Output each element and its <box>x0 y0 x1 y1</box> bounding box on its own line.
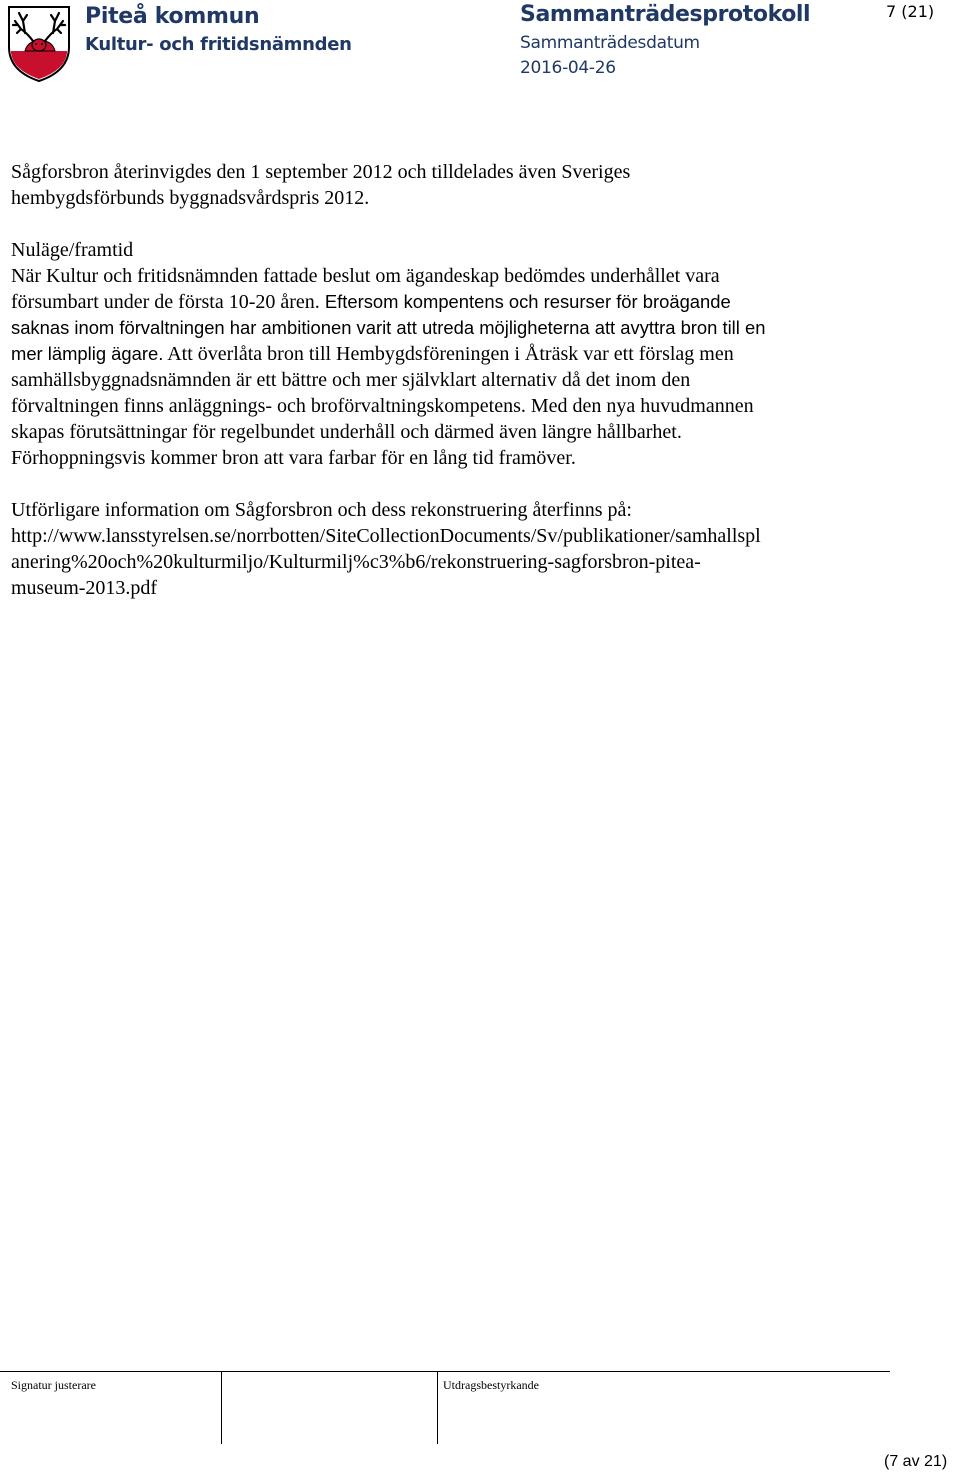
paragraph-more-information <box>11 497 911 601</box>
text-line: samhällsbyggnadsnämnden är ett bättre och mer självklart alternativ då det inom den <box>11 369 691 391</box>
signature-label: Signatur justerare <box>11 1378 96 1392</box>
pitea-coat-of-arms-icon <box>5 3 73 83</box>
text-line <box>11 289 911 315</box>
text-segment: mer lämplig ägare. <box>11 343 164 364</box>
paragraph-current-status <box>11 237 911 471</box>
document-body <box>11 159 911 627</box>
paragraph-inauguration <box>11 159 911 211</box>
text-line: saknas inom förvaltningen har ambitionen varit att utreda möjligheterna att avyttra bron till en <box>11 317 766 338</box>
footer-divider <box>437 1371 438 1444</box>
meeting-date-label: Sammanträdesdatum <box>520 33 700 53</box>
text-line: förvaltningen finns anläggnings- och broförvaltningskompetens. Med den nya huvudmannen <box>11 395 754 417</box>
reference-url-line: anering%20och%20kulturmiljo/Kulturmilj%c3%b6/rekonstruering-sagforsbron-pitea- <box>11 551 701 573</box>
text-line: skapas förutsättningar för regelbundet underhåll och därmed även längre hållbarhet. <box>11 421 682 443</box>
page-header <box>0 0 960 90</box>
certification-label: Utdragsbestyrkande <box>443 1378 539 1392</box>
text-segment: försumbart under de första 10-20 åren. <box>11 291 320 313</box>
text-line: Utförligare information om Sågforsbron och dess rekonstruering återfinns på: <box>11 499 632 521</box>
text-segment: Att överlåta bron till Hembygdsföreningen i Åträsk var ett förslag men <box>163 343 734 365</box>
text-line <box>11 341 911 367</box>
footer-top-rule <box>0 1371 890 1372</box>
organization-name: Piteå kommun <box>85 4 260 29</box>
page-count: (7 av 21) <box>884 1453 948 1470</box>
signature-footer <box>0 1371 890 1445</box>
text-line: Förhoppningsvis kommer bron att vara farbar för en lång tid framöver. <box>11 447 576 469</box>
section-heading: Nuläge/framtid <box>11 239 134 261</box>
reference-url-line: http://www.lansstyrelsen.se/norrbotten/SiteCollectionDocuments/Sv/publikationer/samhallspl <box>11 525 761 547</box>
footer-divider <box>221 1371 222 1444</box>
reference-url-line: museum-2013.pdf <box>11 577 158 599</box>
text-line: Sågforsbron återinvigdes den 1 september 2012 och tilldelades även Sveriges <box>11 161 631 183</box>
text-segment: Eftersom kompentens och resurser för broägande <box>319 291 731 312</box>
text-line: hembygdsförbunds byggnadsvårdspris 2012. <box>11 187 370 209</box>
page-number: 7 (21) <box>886 2 935 21</box>
document-title: Sammanträdesprotokoll <box>520 2 811 27</box>
meeting-date: 2016-04-26 <box>520 58 616 78</box>
text-line: När Kultur och fritidsnämnden fattade beslut om ägandeskap bedömdes underhållet vara <box>11 265 720 287</box>
committee-name: Kultur- och fritidsnämnden <box>85 34 352 55</box>
